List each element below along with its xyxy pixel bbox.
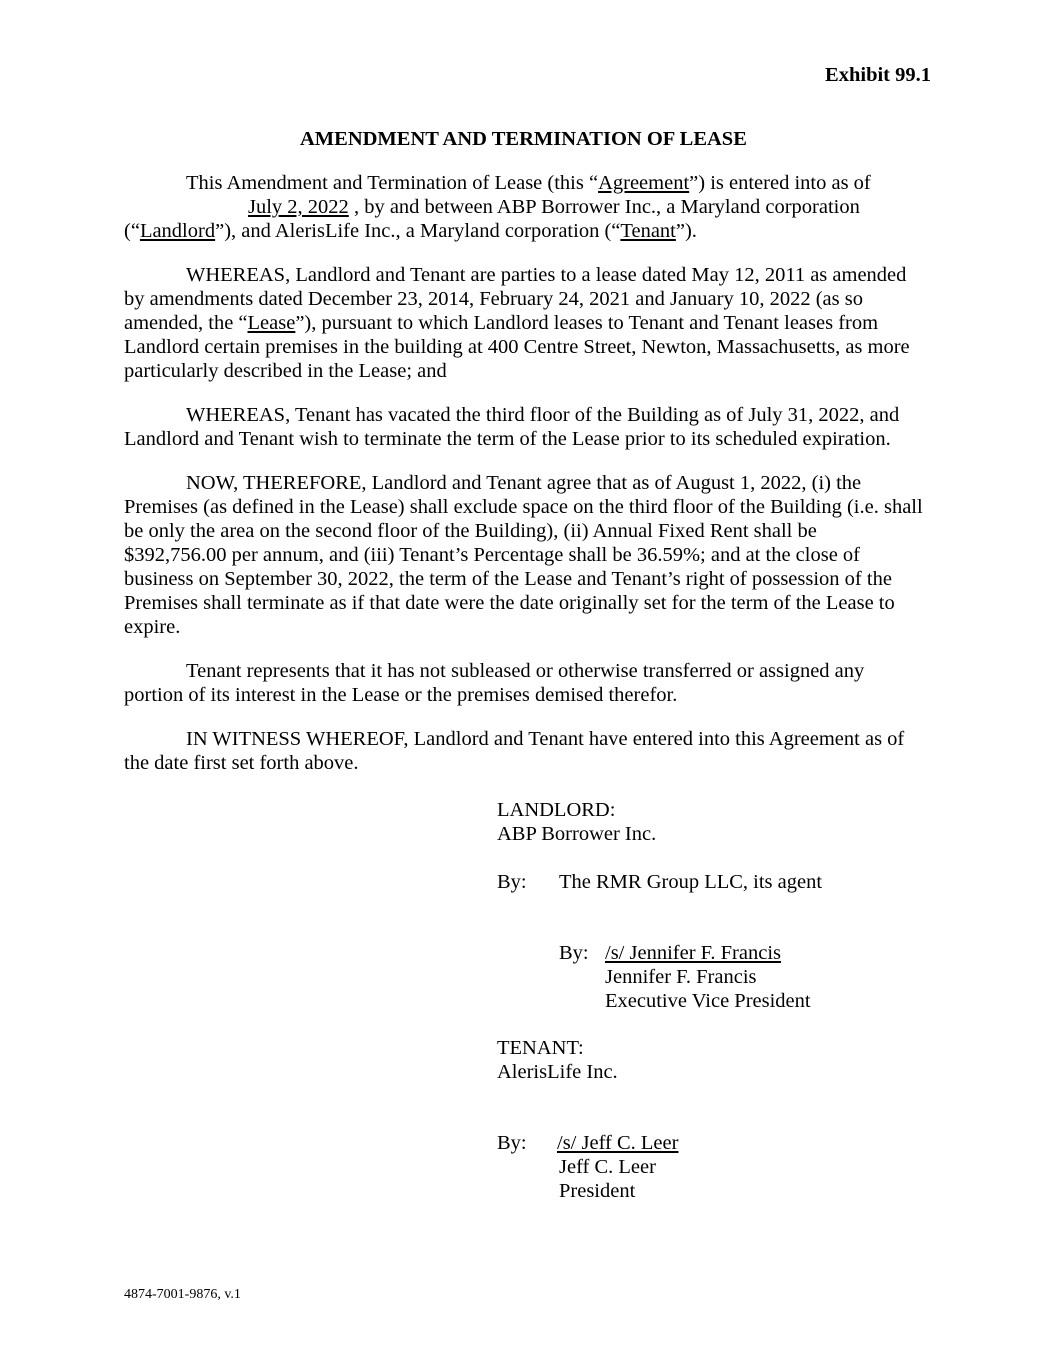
intro-text: ”) is entered into as of (689, 172, 871, 194)
whereas1-text: amended, the “ (124, 312, 248, 334)
defined-term-lease: Lease (247, 312, 296, 334)
intro-text: ”). (675, 220, 697, 242)
intro-line-2 (248, 195, 860, 219)
landlord-by-label: By: (497, 871, 527, 893)
agreement-date: July 2, 2022 (248, 196, 349, 218)
document-id-footer: 4874-7001-9876, v.1 (124, 1287, 241, 1302)
now-line-3: be only the area on the second floor of the Building), (ii) Annual Fixed Rent shall be (124, 520, 817, 542)
intro-line-3 (124, 219, 697, 243)
landlord-by2-label: By: (559, 942, 589, 964)
page-title: AMENDMENT AND TERMINATION OF LEASE (300, 128, 747, 150)
whereas2-line-1: WHEREAS, Tenant has vacated the third floor of the Building as of July 31, 2022, and (186, 404, 900, 426)
defined-term-tenant: Tenant (620, 220, 676, 242)
intro-line-1 (186, 171, 871, 195)
whereas1-text: ”), pursuant to which Landlord leases to Tenant and Tenant leases from (295, 312, 879, 334)
intro-text: ”), and AlerisLife Inc., a Maryland corporation (“ (215, 220, 621, 242)
now-line-2: Premises (as defined in the Lease) shall exclude space on the third floor of the Building (i.e. shall (124, 496, 923, 518)
whereas1-line-1: WHEREAS, Landlord and Tenant are parties to a lease dated May 12, 2011 as amended (186, 264, 907, 286)
represents-line-2: portion of its interest in the Lease or the premises demised therefor. (124, 684, 678, 706)
now-line-1: NOW, THEREFORE, Landlord and Tenant agree that as of August 1, 2022, (i) the (186, 472, 862, 494)
whereas1-line-5: particularly described in the Lease; and (124, 360, 447, 382)
tenant-label: TENANT: (497, 1037, 584, 1059)
defined-term-landlord: Landlord (139, 220, 216, 242)
landlord-name: ABP Borrower Inc. (497, 823, 657, 845)
whereas1-line-4: Landlord certain premises in the building at 400 Centre Street, Newton, Massachusetts, as more (124, 336, 910, 358)
intro-text: This Amendment and Termination of Lease (this “ (186, 172, 599, 194)
tenant-signature: /s/ Jeff C. Leer (557, 1132, 679, 1154)
defined-term-agreement: Agreement (598, 172, 690, 194)
landlord-agent: The RMR Group LLC, its agent (559, 871, 823, 893)
whereas1-line-3 (124, 311, 878, 335)
now-line-4: $392,756.00 per annum, and (iii) Tenant’s Percentage shall be 36.59%; and at the close of (124, 544, 860, 566)
landlord-signer-name: Jennifer F. Francis (605, 966, 757, 988)
now-line-6: Premises shall terminate as if that date were the date originally set for the term of the Lease to (124, 592, 895, 614)
whereas2-line-2: Landlord and Tenant wish to terminate the term of the Lease prior to its scheduled expiration. (124, 428, 891, 450)
now-line-5: business on September 30, 2022, the term of the Lease and Tenant’s right of possession of the (124, 568, 892, 590)
intro-text: (“ (124, 220, 140, 242)
landlord-signer-title: Executive Vice President (605, 990, 811, 1012)
whereas1-line-2: by amendments dated December 23, 2014, February 24, 2021 and January 10, 2022 (as so (124, 288, 863, 310)
exhibit-label: Exhibit 99.1 (825, 64, 931, 86)
tenant-signer-title: President (559, 1180, 636, 1202)
intro-text: , by and between ABP Borrower Inc., a Maryland corporation (348, 196, 860, 218)
tenant-signer-name: Jeff C. Leer (559, 1156, 656, 1178)
landlord-label: LANDLORD: (497, 799, 616, 821)
now-line-7: expire. (124, 616, 181, 638)
witness-line-1: IN WITNESS WHEREOF, Landlord and Tenant have entered into this Agreement as of (186, 728, 905, 750)
tenant-name: AlerisLife Inc. (497, 1061, 618, 1083)
landlord-signature: /s/ Jennifer F. Francis (605, 942, 782, 964)
tenant-by-label: By: (497, 1132, 527, 1154)
represents-line-1: Tenant represents that it has not subleased or otherwise transferred or assigned any (186, 660, 865, 682)
witness-line-2: the date first set forth above. (124, 752, 359, 774)
